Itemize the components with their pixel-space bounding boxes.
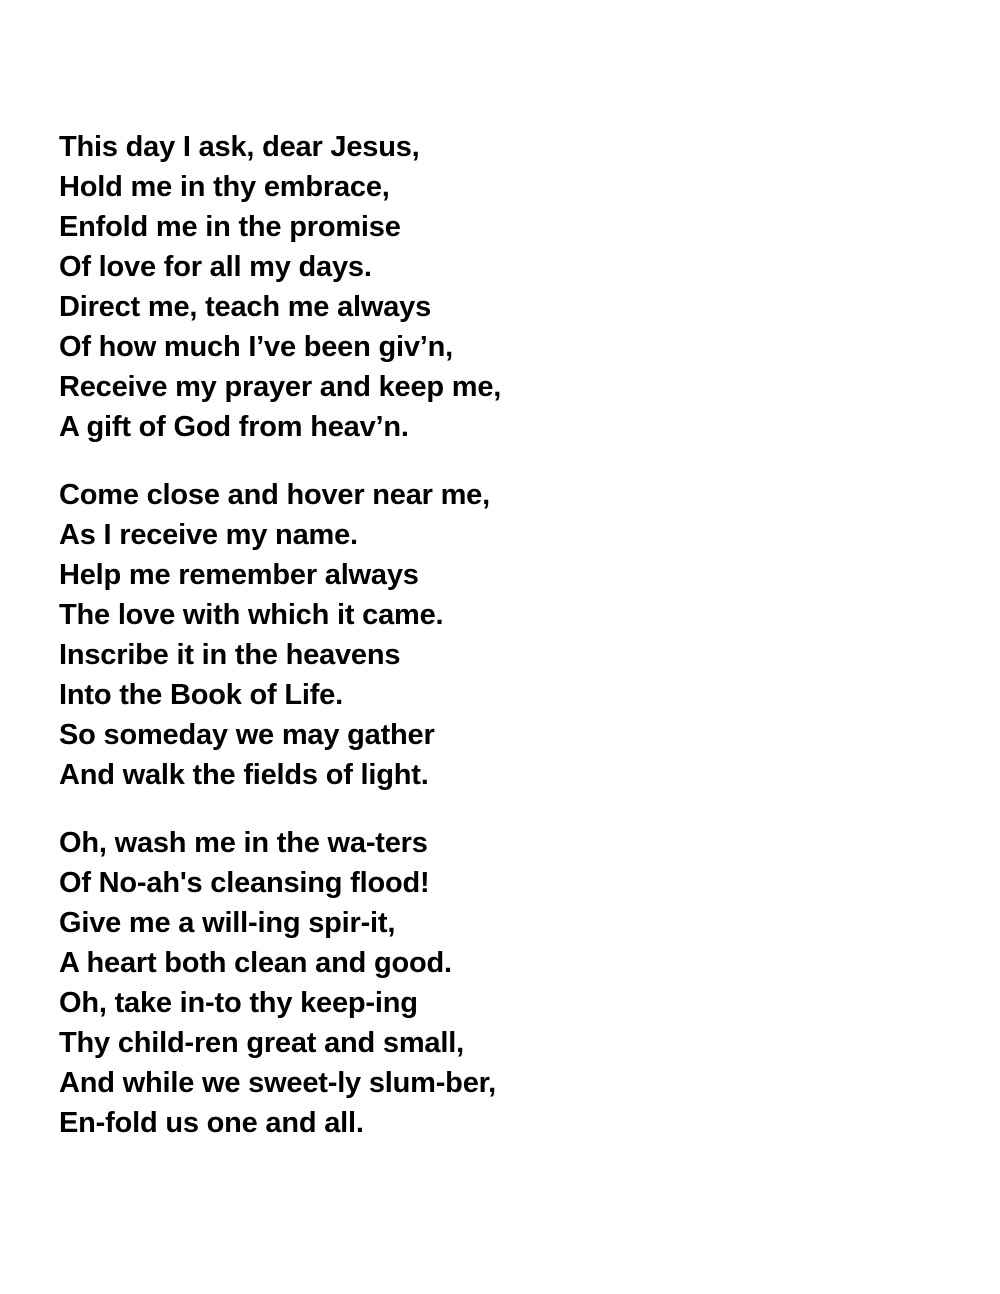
poem-line: Oh, take in-to thy keep-ing (59, 987, 418, 1019)
poem-line: Inscribe it in the heavens (59, 639, 401, 671)
poem-line: Hold me in thy embrace, (59, 171, 390, 203)
poem-line: Oh, wash me in the wa-ters (59, 827, 428, 859)
poem-line: Give me a will-ing spir-it, (59, 907, 396, 939)
poem-line: Of No-ah's cleansing flood! (59, 867, 430, 899)
poem-line: Help me remember always (59, 559, 419, 591)
stanza-2 (59, 475, 959, 795)
poem-line: Receive my prayer and keep me, (59, 371, 502, 403)
poem-line: A gift of God from heav’n. (59, 411, 409, 443)
poem-line: So someday we may gather (59, 719, 435, 751)
poem-line: And while we sweet-ly slum-ber, (59, 1067, 496, 1099)
stanza-3 (59, 823, 959, 1143)
poem-line: Come close and hover near me, (59, 479, 490, 511)
poem-line: Into the Book of Life. (59, 679, 343, 711)
poem-line: Enfold me in the promise (59, 211, 401, 243)
poem-line: En-fold us one and all. (59, 1107, 364, 1139)
poem-line: A heart both clean and good. (59, 947, 452, 979)
poem-line: This day I ask, dear Jesus, (59, 131, 420, 163)
poem-line: Thy child-ren great and small, (59, 1027, 464, 1059)
poem-line: The love with which it came. (59, 599, 444, 631)
poem-line: As I receive my name. (59, 519, 358, 551)
poem (59, 127, 959, 1171)
poem-line: Direct me, teach me always (59, 291, 431, 323)
stanza-1 (59, 127, 959, 447)
poem-line: Of how much I’ve been giv’n, (59, 331, 454, 363)
poem-line: And walk the fields of light. (59, 759, 429, 791)
poem-line: Of love for all my days. (59, 251, 372, 283)
